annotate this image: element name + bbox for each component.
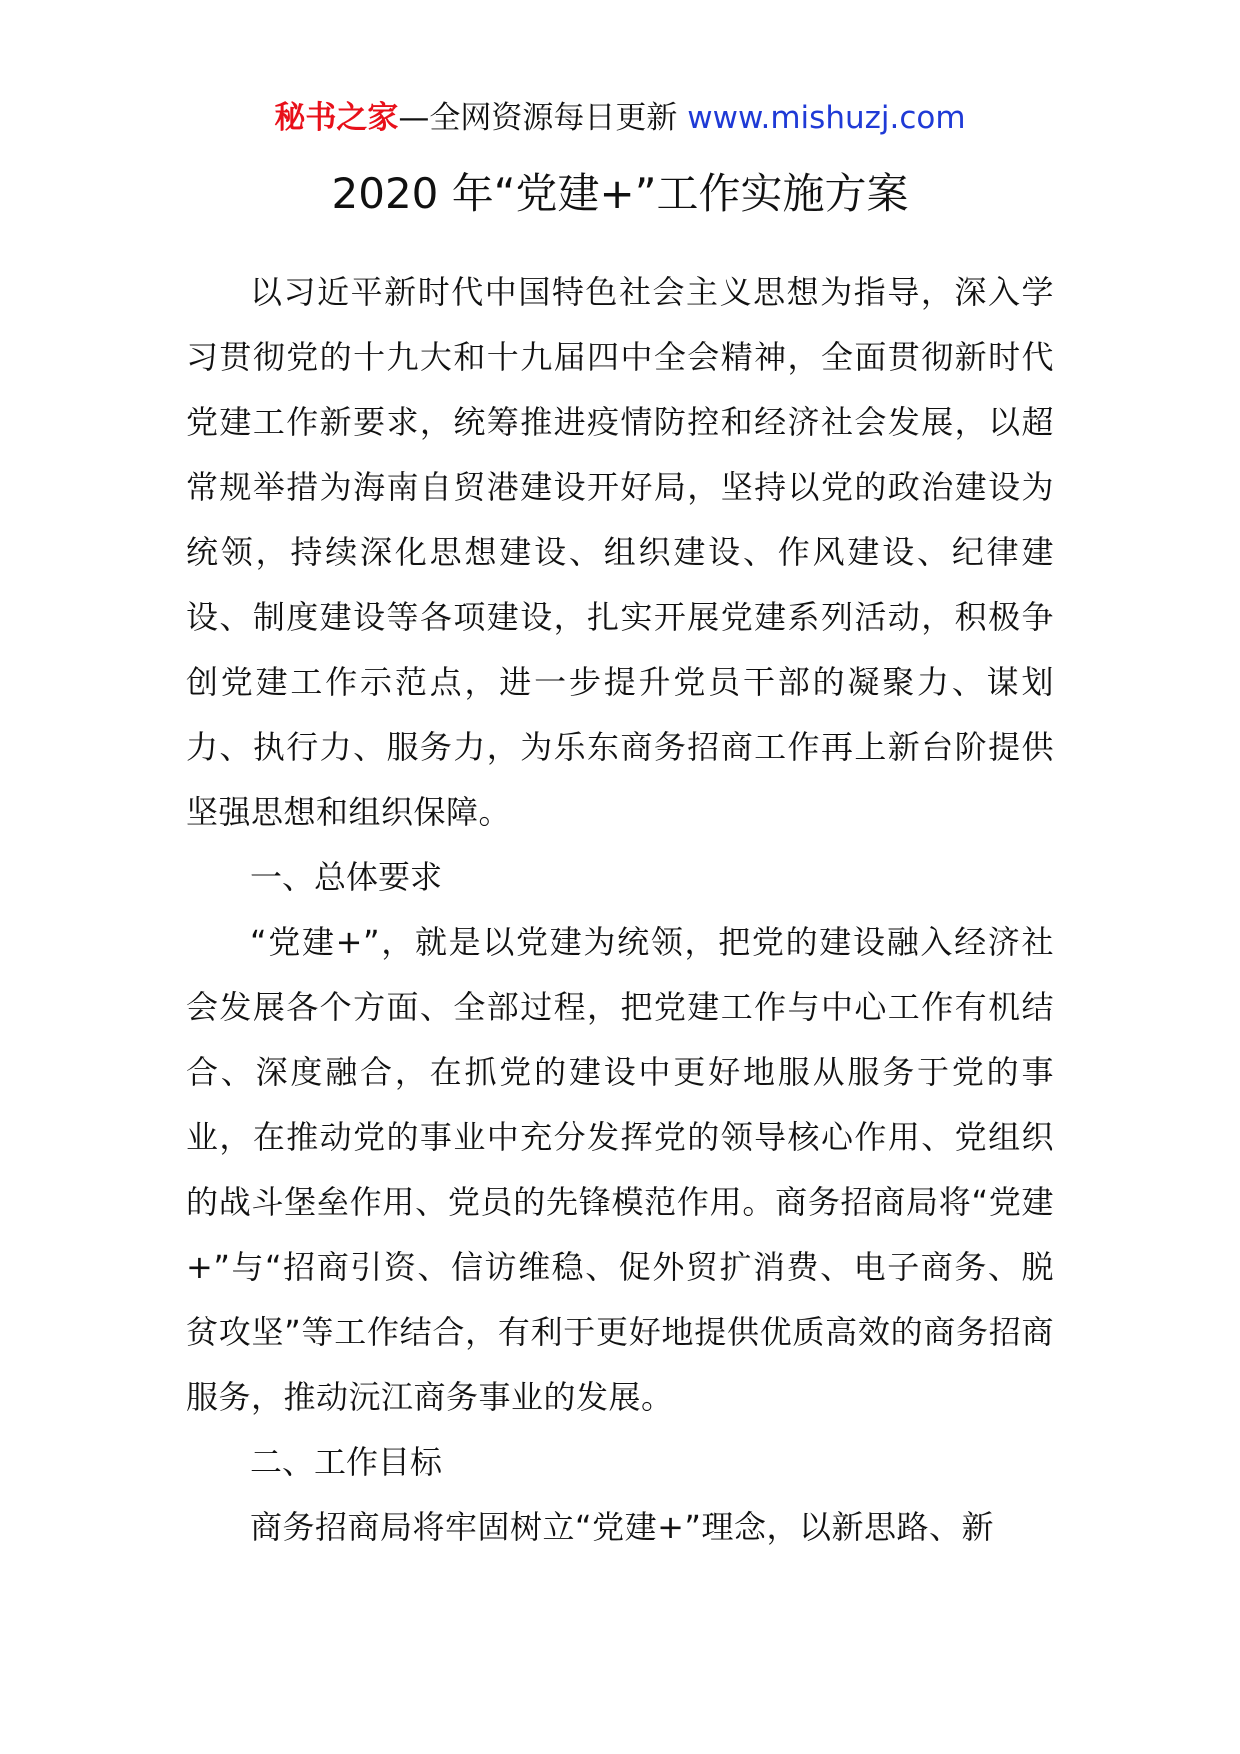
section-heading-general-requirements: 一、总体要求 (250, 858, 443, 896)
brand-name: 秘书之家 (274, 100, 399, 136)
section-paragraph-general-requirements: “党建+”，就是以党建为统领，把党的建设融入经济社会发展各个方面、全部过程，把党建工作与中心工作有机结合、深度融合，在抓党的建设中更好地服从服务于党的事业，在推动党的事业中充分发挥党的领导核心作用、党组织的战斗堡垒作用、党员的先锋模范作用。商务招商局将“党建+”与“招商引资、信访维稳、促外贸扩消费、电子商务、脱贫攻坚”等工作结合，有利于更好地提供优质高效的商务招商服务，推动沅江商务事业的发展。 (186, 923, 1054, 1416)
section-paragraph-work-goals: 商务招商局将牢固树立“党建+”理念，以新思路、新 (250, 1508, 994, 1546)
site-header (0, 98, 1240, 138)
intro-paragraph: 以习近平新时代中国特色社会主义思想为指导，深入学习贯彻党的十九大和十九届四中全会精神，全面贯彻新时代党建工作新要求，统筹推进疫情防控和经济社会发展，以超常规举措为海南自贸港建设开好局，坚持以党的政治建设为统领，持续深化思想建设、组织建设、作风建设、纪律建设、制度建设等各项建设，扎实开展党建系列活动，积极争创党建工作示范点，进一步提升党员干部的凝聚力、谋划力、执行力、服务力，为乐东商务招商工作再上新台阶提供坚强思想和组织保障。 (186, 273, 1054, 831)
document-body (186, 260, 1054, 1560)
header-tagline: —全网资源每日更新 (398, 100, 678, 136)
document-title: 2020 年“党建+”工作实施方案 (331, 169, 909, 218)
section-heading-work-goals: 二、工作目标 (250, 1443, 443, 1481)
site-url-link[interactable]: www.mishuzj.com (687, 100, 966, 136)
